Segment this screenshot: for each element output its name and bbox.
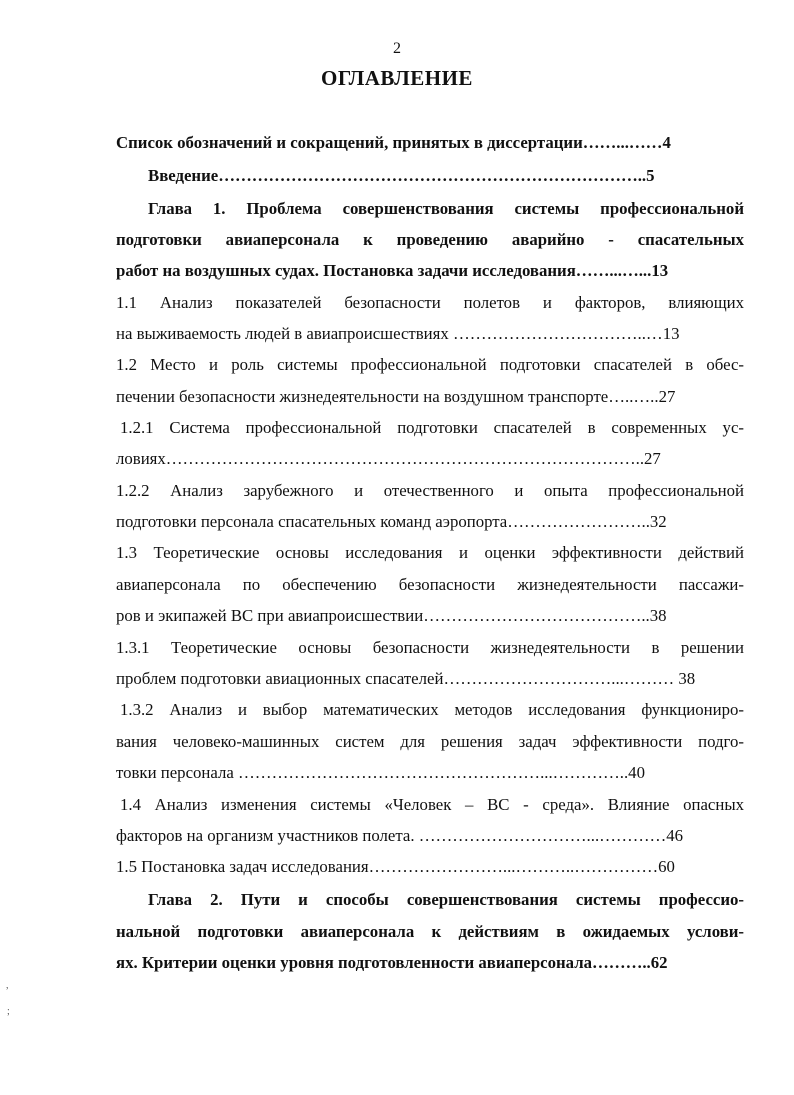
scan-mark: , (6, 980, 9, 991)
page-title: ОГЛАВЛЕНИЕ (321, 66, 473, 90)
toc-section-1-3-2-line2: вания человеко-машинных систем для решения задач эффективности подго- (116, 732, 744, 751)
toc-section-1-3-2-line3: товки персонала ………………………………………………...…………..40 (116, 763, 645, 782)
toc-section-1-1-line1: 1.1 Анализ показателей безопасности полетов и факторов, влияющих (116, 293, 744, 312)
toc-chapter2-line3: ях. Критерии оценки уровня подготовленности авиаперсонала………..62 (116, 953, 668, 972)
toc-chapter2-line2: нальной подготовки авиаперсонала к действиям в ожидаемых услови- (116, 922, 744, 941)
toc-section-1-2-2-line2: подготовки персонала спасательных команд аэропорта……………………..32 (116, 512, 667, 531)
page-number: 2 (393, 40, 401, 57)
toc-chapter1-line3: работ на воздушных судах. Постановка задачи исследования……...…...13 (116, 261, 669, 280)
toc-chapter2-line1: Глава 2. Пути и способы совершенствования системы профессио- (148, 890, 744, 909)
toc-entry-introduction: Введение…………………………………………………………………..5 (148, 166, 655, 185)
toc-section-1-4-line1: 1.4 Анализ изменения системы «Человек – ВС - среда». Влияние опасных (120, 795, 744, 814)
toc-section-1-2-line2: печении безопасности жизнедеятельности на воздушном транспорте…..…..27 (116, 387, 676, 406)
toc-section-1-3-line1: 1.3 Теоретические основы исследования и оценки эффективности действий (116, 543, 744, 562)
toc-section-1-3-line2: авиаперсонала по обеспечению безопасности жизнедеятельности пассажи- (116, 575, 744, 594)
toc-entry-abbreviations: Список обозначений и сокращений, принятых в диссертации……...……4 (116, 133, 671, 152)
toc-section-1-1-line2: на выживаемость людей в авиапроисшествиях ……………………………..…13 (116, 324, 680, 343)
toc-section-1-4-line2: факторов на организм участников полета. …………………………...…………46 (116, 826, 684, 845)
toc-section-1-2-1-line2: ловиях…………………………………………………………………………..27 (116, 449, 661, 468)
scan-mark: ; (7, 1006, 10, 1017)
toc-section-1-2-1-line1: 1.2.1 Система профессиональной подготовки спасателей в современных ус- (120, 418, 744, 437)
toc-chapter1-line2: подготовки авиаперсонала к проведению аварийно - спасательных (116, 230, 744, 249)
toc-section-1-3-1-line1: 1.3.1 Теоретические основы безопасности жизнедеятельности в решении (116, 638, 744, 657)
toc-section-1-3-line3: ров и экипажей ВС при авиапроисшествии…………………………………..38 (116, 606, 667, 625)
toc-section-1-3-1-line2: проблем подготовки авиационных спасателей…………………………...……… 38 (116, 669, 696, 688)
toc-section-1-2-line1: 1.2 Место и роль системы профессиональной подготовки спасателей в обес- (116, 355, 744, 374)
toc-chapter1-line1: Глава 1. Проблема совершенствования системы профессиональной (148, 199, 744, 218)
toc-section-1-3-2-line1: 1.3.2 Анализ и выбор математических методов исследования функциониро- (120, 700, 744, 719)
toc-section-1-5: 1.5 Постановка задач исследования……………………...………..……………60 (116, 857, 675, 876)
toc-section-1-2-2-line1: 1.2.2 Анализ зарубежного и отечественного и опыта профессиональной (116, 481, 744, 500)
